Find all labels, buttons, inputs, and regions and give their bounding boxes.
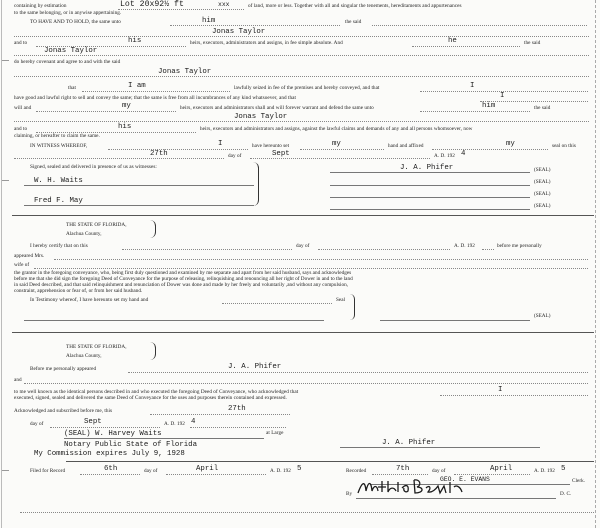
covenant-text: do hereby covenant and agree to and with the said (14, 59, 121, 65)
fill-line (480, 101, 588, 102)
deed-line-2: to the same belonging, or in anywise appertaining. (14, 10, 122, 16)
acknowledged-subscribed: Acknowledged and subscribed before me, this (14, 408, 113, 414)
page-left-edge (1, 0, 6, 528)
filed-for-record: Filed for Record (30, 468, 66, 474)
struck-xxx: xxx (218, 1, 230, 8)
before-me-personally: before me personally (497, 243, 542, 249)
before-me-appeared: Before me personally appeared (30, 366, 97, 372)
claims-text-a: heirs, executors and administrators and assigns, against the lawful claims and demands of any and all persons whomsoever, now (200, 126, 473, 132)
fill-line (372, 25, 587, 26)
heirs-fee-simple: heirs, executors, administrators and assigns, in fee simple absolute. And (190, 40, 343, 46)
anno-domini: A. D. 192 (164, 421, 185, 427)
margin-tick (2, 60, 9, 61)
margin-tick (2, 470, 9, 471)
seal-word: Seal (336, 297, 346, 303)
fill-line (34, 268, 588, 269)
commission-expiry: My Commission expires July 9, 1928 (34, 450, 185, 458)
page-footer-rule (20, 512, 594, 513)
fill-line (166, 474, 266, 475)
grantor-i: I (470, 82, 475, 90)
clerk-name: GEO. E. EVANS (440, 476, 490, 483)
signature-line (24, 205, 254, 206)
section-divider (66, 461, 594, 462)
anno-domini: A. D. 192 (534, 468, 555, 474)
signature-line (330, 185, 530, 186)
fill-line (24, 383, 588, 384)
the-said-label: the said (524, 40, 541, 46)
dower-paragraph-2: before me that she did sign the foregoing Deed of Conveyance for the purpose of releasing, relinquishing and renouncing all her right of Dower in and to the land (14, 276, 353, 282)
day-of-label: day of (296, 243, 310, 249)
fill-line (372, 474, 428, 475)
fill-line (14, 121, 589, 122)
grantee-pronoun: him (482, 102, 496, 110)
margin-tick (2, 180, 9, 181)
grantee-pronoun: him (202, 17, 216, 25)
filed-year-digit: 5 (297, 465, 302, 473)
grantee-possessive: his (128, 37, 142, 45)
page-right-edge (595, 0, 596, 528)
warrant-text: heirs, executors and administrators shall and will forever warrant and defend the same unto (180, 105, 374, 111)
grantor-possessive: my (122, 102, 131, 110)
grantor-name: Jonas Taylor (44, 47, 98, 55)
state-of-florida: THE STATE OF FLORIDA, (66, 344, 127, 350)
state-of-florida: THE STATE OF FLORIDA, (66, 222, 127, 228)
witness-i: I (218, 140, 223, 148)
ack-day: 27th (228, 405, 246, 413)
recorded-year-digit: 5 (561, 465, 566, 473)
fill-line (14, 36, 589, 37)
wife-of: wife of (14, 262, 30, 268)
fill-line (454, 474, 530, 475)
fill-line (420, 111, 530, 112)
anno-domini: A. D. 192 (434, 153, 455, 159)
ack-month: Sept (84, 418, 102, 426)
anno-domini: A. D. 192 (454, 243, 475, 249)
grantor-ack-signature: J. A. Phifer (382, 439, 436, 447)
fill-line (300, 149, 384, 150)
venue-brace (150, 220, 156, 238)
fill-line (14, 55, 589, 56)
seal-label: (SEAL) (534, 167, 551, 173)
fill-line (14, 158, 224, 159)
fill-line (14, 76, 589, 77)
ack-year-digit: 4 (191, 418, 196, 426)
clerk-label: Clerk. (572, 478, 586, 484)
dower-paragraph-1: the grantor in the foregoing conveyance, who, being first duly questioned and examined by me separate and apart from her said husband, says and acknowledges (14, 270, 352, 276)
notary-title: Notary Public State of Florida (64, 441, 198, 449)
grantee-name: Jonas Taylor (212, 28, 266, 36)
witness-my-hand: my (332, 140, 341, 148)
fill-line (128, 372, 588, 373)
at-large: at Large (266, 430, 284, 436)
and-to-label: and to (14, 126, 28, 132)
appeared-mrs: appeared Mrs. (14, 253, 45, 259)
county-label: Alachua County, (66, 353, 102, 359)
grantor-i-am: I am (128, 82, 146, 90)
execution-year-digit: 4 (461, 150, 466, 158)
will-and-label: will and (14, 105, 32, 111)
fill-line (150, 414, 290, 415)
county-label: Alachua County, (66, 231, 102, 237)
signature-line (330, 172, 530, 173)
fill-line (412, 46, 520, 47)
deed-line-1b: of land, more or less. Together with all and singular the tenements, hereditaments and appurtenances (248, 3, 462, 9)
notary-signature: (SEAL) W. Harvey Waits (64, 430, 162, 438)
signature-line (340, 447, 540, 448)
right-to-convey: have good and lawful right to sell and convey the same; that the same is free from all incumbrances of any kind whatsoever, and that (14, 95, 296, 101)
signed-sealed-delivered: Signed, sealed and delivered in presence of us as witnesses: (30, 164, 157, 170)
ack-i: I (498, 386, 503, 394)
filed-month: April (196, 465, 219, 473)
grantee-possessive: his (118, 123, 132, 131)
seal-label: (SEAL) (534, 191, 551, 197)
witness-brace (252, 162, 259, 206)
fill-line (36, 111, 176, 112)
anno-domini: A. D. 192 (270, 468, 291, 474)
deputy-line (356, 498, 556, 499)
to-have-and-to-hold: TO HAVE AND TO HOLD, the same unto (30, 19, 121, 25)
witness-my-seal: my (506, 140, 515, 148)
fill-line (54, 259, 588, 260)
grantee-name: Jonas Taylor (234, 113, 288, 121)
fill-line (190, 427, 286, 428)
hand-affixed: hand and affixed (388, 143, 424, 149)
fill-line (122, 249, 292, 250)
witness-two-signature: Fred F. May (34, 197, 83, 205)
seized-text: lawfully seized in fee of the premises and hereby conveyed, and that (234, 85, 380, 91)
recorded-month: April (490, 465, 513, 473)
testimony-brace (350, 294, 355, 320)
grantee-name: Jonas Taylor (158, 68, 212, 76)
fill-line (118, 9, 244, 10)
fill-line (250, 158, 430, 159)
execution-day: 27th (150, 150, 168, 158)
grantor-signature: J. A. Phifer (400, 164, 454, 172)
claims-text-b: claiming, or hereafter to claim the same. (14, 133, 100, 139)
fill-line (170, 25, 340, 26)
appeared-name: J. A. Phifer (228, 363, 282, 371)
seal-label: (SEAL) (534, 203, 551, 209)
signature-line (380, 320, 530, 321)
hereunto-set: have hereunto set (252, 143, 290, 149)
signature-line (24, 320, 324, 321)
signature-line (24, 185, 254, 186)
fill-line (318, 249, 450, 250)
fill-line (440, 395, 588, 396)
fill-line (108, 149, 248, 150)
day-of-label: day of (144, 468, 158, 474)
seal-label: (SEAL) (534, 313, 551, 319)
grantor-pronoun: he (448, 37, 457, 45)
deputy-clerk-signature (356, 476, 466, 498)
dower-paragraph-4: constraint, apprehension or fear of, or from her said husband. (14, 288, 143, 294)
day-of-label: day of (432, 468, 446, 474)
seal-on-this: seal on this (552, 143, 576, 149)
signature-line (64, 438, 264, 439)
deputy-clerk-label: D. C. (560, 491, 572, 497)
signature-line (330, 209, 530, 210)
seal-label: (SEAL) (534, 179, 551, 185)
fill-line (82, 91, 230, 92)
grantor-i: I (500, 92, 505, 100)
that-label: that (68, 85, 76, 91)
recorded-label: Recorded (346, 468, 367, 474)
and-label: and (14, 377, 22, 383)
lot-description: Lot 20x92½ ft (120, 0, 184, 9)
witness-one-signature: W. H. Waits (34, 177, 83, 185)
section-divider (12, 215, 594, 216)
filed-day: 6th (104, 465, 118, 473)
deed-line-1a: containing by estimation (14, 3, 67, 9)
certify-text: I hereby certify that on this (30, 243, 88, 249)
executed-text: executed, signed, sealed and delivered the same Deed of Conveyance for the uses and purposes therein contained and expressed. (14, 395, 287, 401)
fill-line (482, 249, 494, 250)
the-said-label: the said (534, 105, 551, 111)
day-of-label: day of (228, 153, 242, 159)
signature-line (330, 197, 530, 198)
testimony-text: In Testimony whereof, I have hereunto set my hand and (30, 297, 149, 303)
by-label: By (346, 491, 353, 497)
fill-line (50, 427, 160, 428)
fill-line (222, 303, 332, 304)
dower-paragraph-3: in said Deed described, and that said relinquishment and renunciation of Dower was done and made by her freely and voluntarily ,and without any compulsion, (14, 282, 348, 288)
fill-line (432, 149, 548, 150)
fill-line (80, 474, 140, 475)
execution-month: Sept (272, 150, 290, 158)
venue-brace (150, 342, 156, 360)
well-known-text: to me well known as the identical persons described in and who executed the foregoing Deed of Conveyance, who acknowledged that (14, 389, 299, 395)
recorded-day: 7th (396, 465, 410, 473)
and-to-label: and to (14, 40, 28, 46)
section-divider (12, 332, 594, 333)
day-of-label: day of (30, 421, 44, 427)
in-witness-whereof: IN WITNESS WHEREOF, (30, 143, 88, 149)
the-said-label: the said (345, 19, 362, 25)
